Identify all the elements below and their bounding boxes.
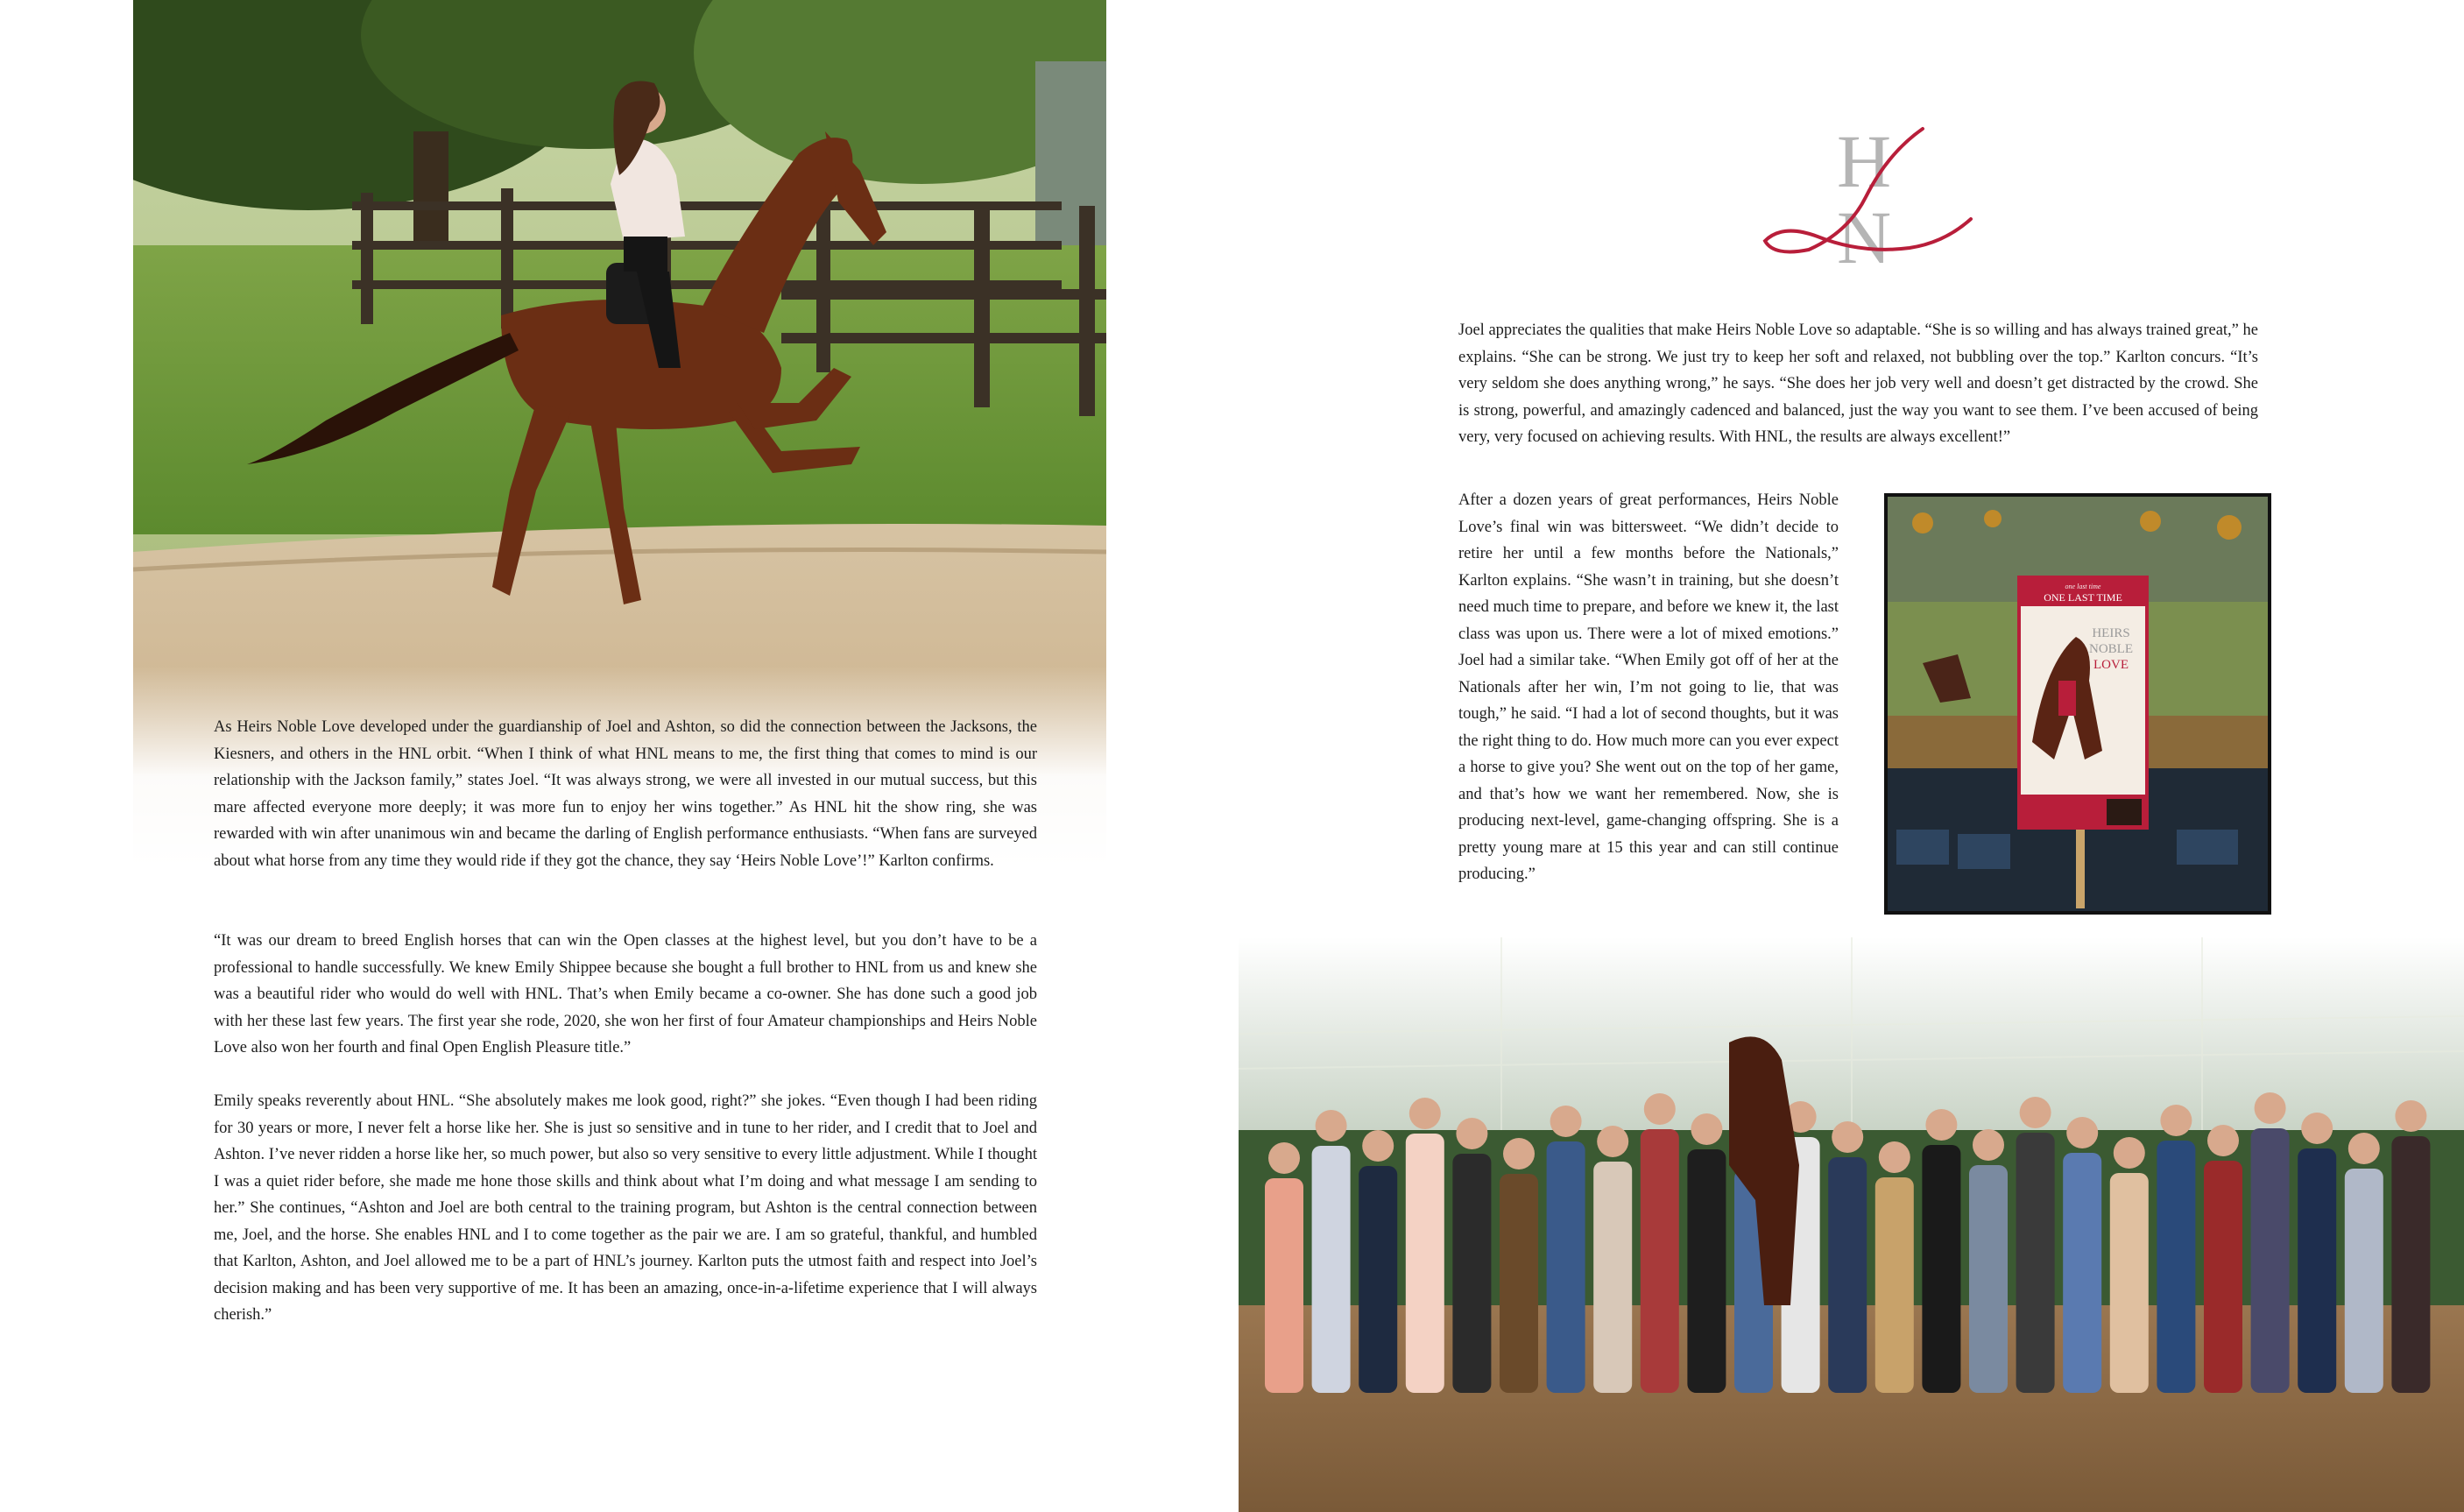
person-head (1925, 1109, 1957, 1141)
person-silhouette (1312, 1146, 1351, 1393)
person-silhouette (2298, 1148, 2336, 1393)
person-head (1316, 1110, 1347, 1141)
poster-kicker: one last time (2065, 583, 2101, 590)
right-paragraph-top (1458, 317, 2258, 451)
body-paragraph-2 (214, 928, 1037, 1062)
paragraph-text: Joel appreciates the qualities that make Heirs Noble Love so adaptable. “She is so willing and has always trained great,” he explains. “She can be strong. We just try to keep her soft and relaxed, not bubbling over the top.” Karlton concurs. “It’s very seldom she does anything wrong,” he says. “She does her job very well and doesn’t get distracted by the crowd. She is strong, powerful, and amazingly cadenced and balanced, just the way you want to see them. I’ve been accused of being very, very focused on achieving results. With HNL, the results are always excellent!” (1458, 321, 2258, 446)
person-silhouette (1828, 1157, 1867, 1393)
person-head (2395, 1100, 2426, 1132)
person-head (1268, 1142, 1300, 1174)
person-head (2114, 1137, 2145, 1169)
body-paragraph-3 (214, 1088, 1037, 1329)
logo-letter-h: H (1837, 119, 1892, 203)
person-head (1550, 1106, 1582, 1137)
person-head (2207, 1125, 2239, 1156)
paragraph-text: As Heirs Noble Love developed under the guardianship of Joel and Ashton, so did the connection between the Jacksons, the Kiesners, and others in the HNL orbit. “When I think of what HNL means to me, the first thing that comes to mind is our relationship with the Jackson family,” states Joel. “It was always strong, we were all invested in our mutual success, but this mare affected everyone more deeply; it was more fun to enjoy her wins together.” As HNL hit the show ring, she was rewarded with win after unanimous win and became the darling of English performance enthusiasts. “When fans are surveyed about what horse from any time they would ride if they got the chance, they say ‘Heirs Noble Love’!” Karlton confirms. (214, 718, 1037, 870)
paragraph-text: Emily speaks reverently about HNL. “She absolutely makes me look good, right?” she jokes. “Even though I had been riding for 30 years or more, I never felt a horse like her. She is just so sensitive and in tune to her rider, and I credit that to Joel and Ashton. I’ve never ridden a horse like her, so much power, but also so very sensitive to every little adjustment. While I thought I was a quiet rider before, she made me hone those skills and think about what I’m doing and what message I am sending to her.” She continues, “Ashton and Joel are both central to the training program, but Ashton is the central connection between me, Joel, and the horse. She enables HNL and I to come together as the pair we are. I am so grateful, thankful, and humbled that Karlton, Ashton, and Joel allowed me to be a part of HNL’s journey. Karlton puts the utmost faith and respect into Joel’s decision making and has been very supportive of me. It has been an amazing, once-in-a-lifetime experience that I will always cherish.” (214, 1092, 1037, 1324)
person-head (1832, 1121, 1863, 1153)
person-silhouette (1359, 1166, 1397, 1393)
body-paragraph-1 (214, 714, 1037, 874)
poster-name-line-3: LOVE (2093, 658, 2129, 672)
person-silhouette (1687, 1149, 1726, 1393)
person-silhouette (1969, 1165, 2008, 1393)
person-head (2020, 1097, 2051, 1128)
person-head (2301, 1113, 2333, 1144)
person-head (1879, 1141, 1910, 1173)
person-head (1691, 1113, 1722, 1145)
person-silhouette (1922, 1145, 1960, 1393)
person-head (1973, 1129, 2004, 1161)
group-photo (1239, 937, 2464, 1512)
person-head (1456, 1118, 1487, 1149)
person-silhouette (1406, 1134, 1444, 1393)
person-head (1409, 1098, 1441, 1129)
logo-letter-n: N (1837, 195, 1892, 272)
one-last-time-poster-photo (1884, 493, 2271, 915)
right-paragraph-mid (1458, 487, 1839, 888)
paragraph-text: “It was our dream to breed English horses that can win the Open classes at the highest level, but you don’t have to be a professional to handle successfully. We knew Emily Shippee because she bought a full brother to HNL from us and knew she was a beautiful rider who would do well with HNL. That’s when Emily became a co-owner. She has done such a good job with her these last few years. The first year she rode, 2020, she won her first of four Amateur championships and Heirs Noble Love also won her fourth and final Open English Pleasure title.” (214, 932, 1037, 1056)
person-head (1362, 1130, 1394, 1162)
paragraph-text: After a dozen years of great performances, Heirs Noble Love’s final win was bittersweet. “We didn’t decide to retire her until a few months before the Nationals,” Karlton explains. “She wasn’t in training, but she doesn’t need much time to prepare, and before we knew it, the last class was upon us. There were a lot of mixed emotions.” Joel had a similar take. “When Emily got off of her at the Nationals after her win, I’m not going to lie, that was tough,” he said. “I had a lot of second thoughts, but it was the right thing to do. How much more can you ever expect a horse to give you? She went out on the top of her game, and that’s how we want her remembered. Now, she is producing next-level, game-changing offspring. She is a pretty young mare at 15 this year and can still continue producing.” (1458, 491, 1839, 883)
person-silhouette (1500, 1174, 1538, 1393)
person-head (2255, 1092, 2286, 1124)
person-head (2160, 1105, 2192, 1136)
person-head (1644, 1093, 1676, 1125)
person-silhouette (1452, 1154, 1491, 1393)
person-silhouette (2204, 1161, 2242, 1393)
poster-name-line-1: HEIRS (2092, 626, 2130, 640)
person-silhouette (1593, 1162, 1632, 1393)
person-head (1597, 1126, 1628, 1157)
person-silhouette (1875, 1177, 1914, 1393)
person-silhouette (2016, 1133, 2055, 1393)
person-silhouette (2157, 1141, 2195, 1393)
person-silhouette (2345, 1169, 2383, 1393)
poster-title: ONE LAST TIME (2044, 591, 2122, 604)
person-silhouette (1265, 1178, 1303, 1393)
poster-name-line-2: NOBLE (2089, 642, 2133, 656)
person-head (1503, 1138, 1535, 1169)
person-head (2348, 1133, 2380, 1164)
person-silhouette (2391, 1136, 2430, 1393)
person-head (2066, 1117, 2098, 1148)
person-silhouette (1547, 1141, 1585, 1393)
person-silhouette (2063, 1153, 2101, 1393)
person-silhouette (2110, 1173, 2149, 1393)
hnl-monogram-logo (1756, 118, 1980, 272)
person-silhouette (1641, 1129, 1679, 1393)
person-silhouette (2251, 1128, 2290, 1393)
